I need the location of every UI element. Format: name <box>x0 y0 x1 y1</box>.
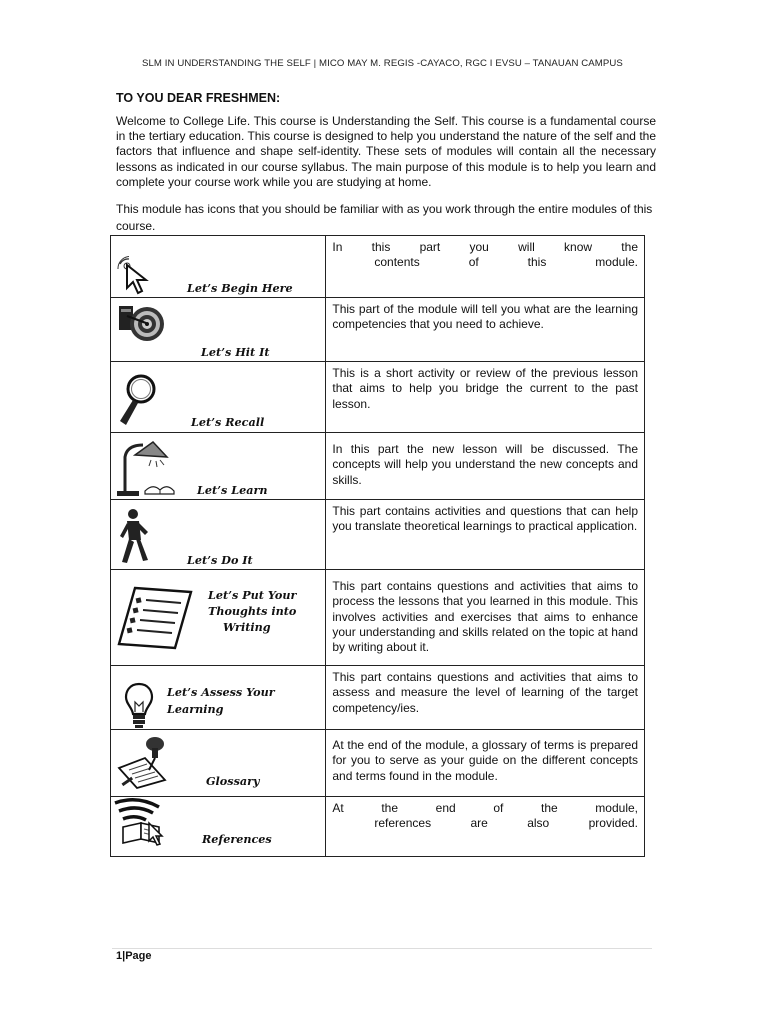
walking-person-icon <box>113 506 153 571</box>
page-footer <box>116 950 152 962</box>
description-line: references are also provided. <box>374 816 638 831</box>
icon-cell <box>111 730 326 797</box>
row-label: Let’s Recall <box>191 415 265 429</box>
icon-cell <box>111 666 326 730</box>
description-text: This is a short activity or review of the previous lesson that aims to help you bridge the current to the past lesson. <box>332 366 638 411</box>
row-label: Thoughts into <box>208 604 297 618</box>
row-label: Learning <box>167 702 224 716</box>
intro-paragraph: Welcome to College Life. This course is Understanding the Self. This course is a fundamental course in the tertiary education. This course is designed to help you understand the nature of the self and the factors that influence and shape self-identity. These sets of modules will contain all the necessary lessons as indicated in our course syllabus. The main purpose of this module is to help you learn and complete your course work while you are studying at home. <box>116 114 656 189</box>
description-cell <box>326 666 645 730</box>
description-cell <box>326 298 645 362</box>
table-row <box>111 298 645 362</box>
checklist-paper-icon <box>117 586 193 655</box>
description-text: This part of the module will tell you what are the learning competencies that you need to achieve. <box>332 302 638 332</box>
row-label: Let’s Put Your <box>208 588 297 602</box>
description-text: This part contains questions and activities that aims to process the lessons that you learned in this module. This involves activities and exercises that aims to enhance your understanding and skills related on the topic at hand by writing about it. <box>332 579 638 655</box>
description-cell <box>326 433 645 500</box>
icon-cell <box>111 500 326 570</box>
description-line: contents of this module. <box>374 255 638 270</box>
table-row <box>111 570 645 666</box>
table-row <box>111 236 645 298</box>
description-cell <box>326 362 645 433</box>
page-header: SLM IN UNDERSTANDING THE SELF | MICO MAY M. REGIS -CAYACO, RGC I EVSU – TANAUAN CAMPUS <box>142 58 623 69</box>
lightbulb-icon <box>123 682 155 735</box>
footer-divider <box>112 948 652 949</box>
icons-intro-paragraph: This module has icons that you should be familiar with as you work through the entire modules of this course. <box>116 202 653 233</box>
magnifier-icon <box>115 372 159 433</box>
table-row <box>111 500 645 570</box>
row-label: Let’s Assess Your <box>167 685 275 699</box>
row-label: Let’s Do It <box>187 553 253 567</box>
icon-cell <box>111 570 326 666</box>
target-icon <box>117 302 165 351</box>
desk-lamp-book-icon <box>113 439 175 502</box>
description-text: At the end of the module, a glossary of terms is prepared for you to serve as your guide on the different concepts and terms found in the module. <box>332 738 638 783</box>
description-text: This part contains questions and activities that aims to assess and measure the level of learning of the target competency/ies. <box>332 670 638 715</box>
row-label: Let’s Learn <box>197 483 268 497</box>
table-row <box>111 730 645 797</box>
description-cell <box>326 500 645 570</box>
wifi-book-icon <box>113 797 169 852</box>
icon-cell <box>111 236 326 298</box>
description-line: In this part you will know the <box>332 240 638 254</box>
description-cell <box>326 730 645 797</box>
description-cell <box>326 570 645 666</box>
description-text: In this part the new lesson will be discussed. The concepts will help you understand the new concepts and skills. <box>332 442 638 487</box>
table-row <box>111 666 645 730</box>
pinned-note-icon <box>115 734 175 795</box>
cursor-click-icon <box>115 256 155 301</box>
description-text: This part contains activities and questions that can help you translate theoretical learnings to practical application. <box>332 504 638 534</box>
description-cell <box>326 797 645 857</box>
row-label: Let’s Hit It <box>201 345 270 359</box>
row-label: References <box>202 832 272 846</box>
icon-cell <box>111 298 326 362</box>
module-icons-table <box>110 235 645 857</box>
row-label: Writing <box>223 620 271 634</box>
page-number: 1 <box>116 950 123 962</box>
icon-cell <box>111 362 326 433</box>
page-label: |Page <box>122 950 152 962</box>
table-row <box>111 797 645 857</box>
description-cell <box>326 236 645 298</box>
page-title: TO YOU DEAR FRESHMEN: <box>116 91 281 105</box>
row-label: Let’s Begin Here <box>187 281 293 295</box>
row-label: Glossary <box>206 774 260 788</box>
table-row <box>111 362 645 433</box>
icon-cell <box>111 797 326 857</box>
description-line: At the end of the module, <box>332 801 638 815</box>
table-row <box>111 433 645 500</box>
icon-cell <box>111 433 326 500</box>
